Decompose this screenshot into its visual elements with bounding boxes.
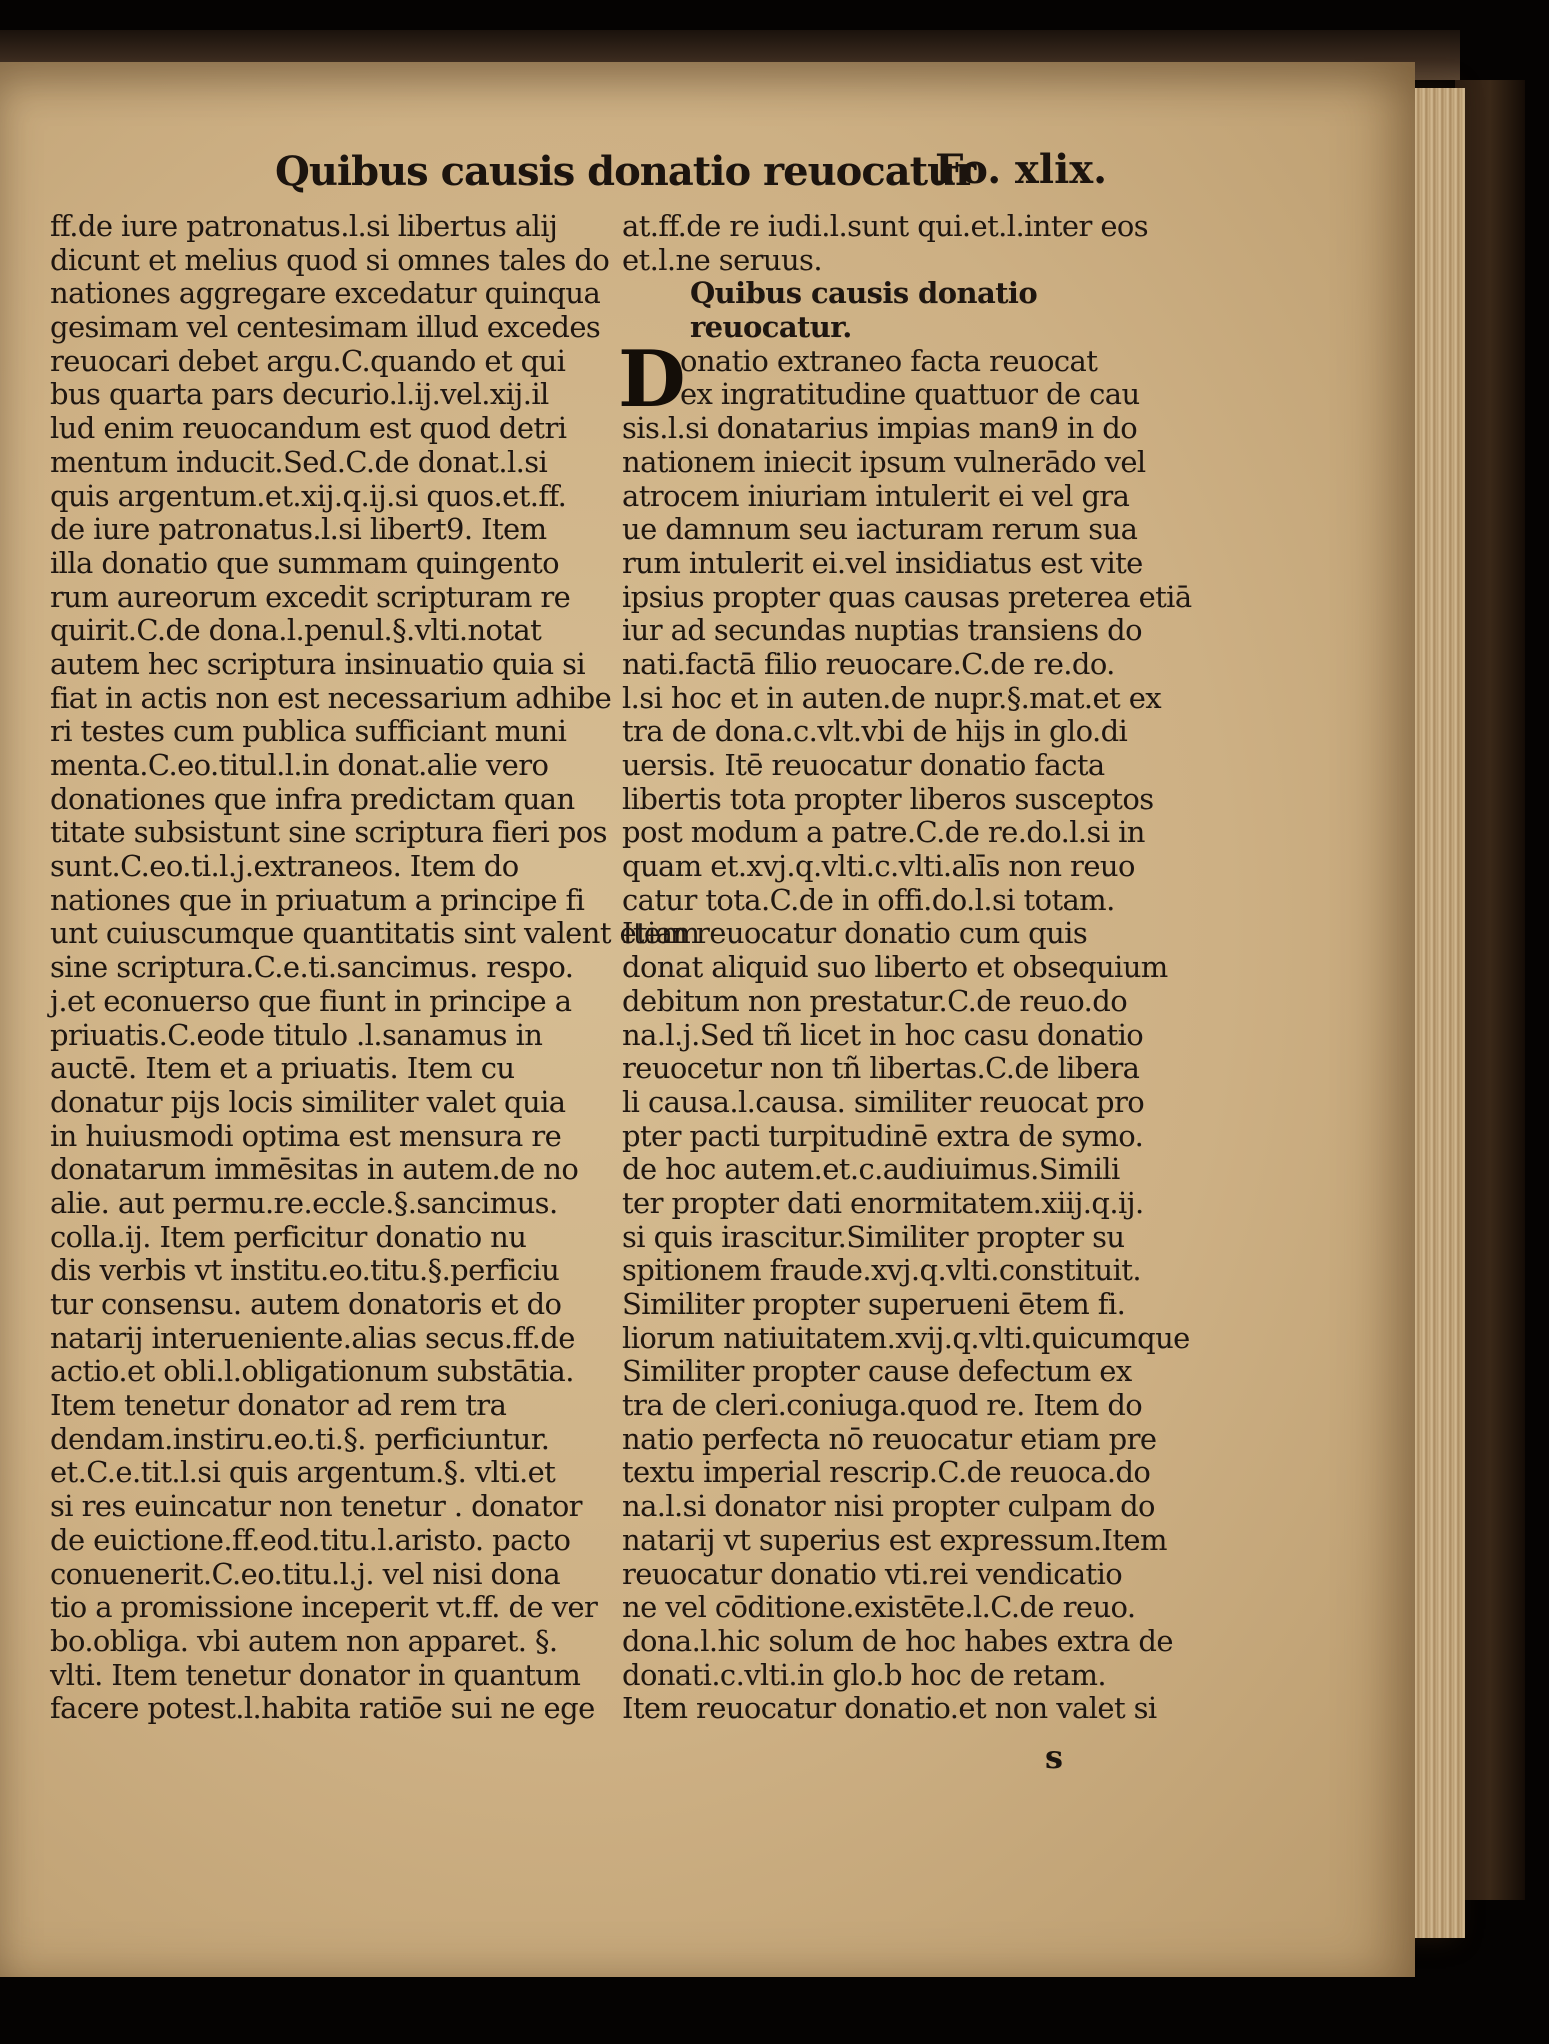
text-line: tra de cleri.coniuga.quod re. Item do — [622, 1388, 1143, 1423]
text-line: bo.obliga. vbi autem non apparet. §. — [50, 1623, 558, 1658]
text-line: donati.c.vlti.in glo.b hoc de retam. — [622, 1657, 1106, 1692]
text-line: quam et.xvj.q.vlti.c.vlti.alīs non reuo — [622, 849, 1135, 884]
text-line: liorum natiuitatem.xvij.q.vlti.quicumque — [622, 1320, 1190, 1355]
book-cover-edge — [1455, 80, 1525, 1900]
text-line: titate subsistunt sine scriptura fieri pos — [50, 815, 607, 850]
text-line: ne vel cōditione.existēte.l.C.de reuo. — [622, 1590, 1136, 1625]
text-line: rum aureorum excedit scripturam re — [50, 579, 571, 614]
text-line: sis.l.si donatarius impias man9 in do — [622, 411, 1138, 446]
text-line: tur consensu. autem donatoris et do — [50, 1287, 562, 1321]
rubric-line: reuocatur. — [690, 310, 852, 345]
text-line: actio.et obli.l.obligationum substātia. — [50, 1354, 574, 1389]
text-line: na.l.si donator nisi propter culpam do — [622, 1489, 1155, 1524]
text-line: facere potest.l.habita ratiōe sui ne ege — [50, 1691, 595, 1726]
text-line: colla.ij. Item perficitur donatio nu — [50, 1219, 527, 1254]
text-line: lud enim reuocandum est quod detri — [50, 411, 567, 446]
section-body — [618, 333, 1192, 1726]
right-text-column — [618, 209, 1192, 1726]
text-line: atrocem iniuriam intulerit ei vel gra — [622, 478, 1130, 513]
text-line: uersis. Itē reuocatur donatio facta — [622, 748, 1105, 782]
text-line: si res euincatur non tenetur . donator — [50, 1489, 582, 1524]
text-line: et.l.ne seruus. — [622, 242, 822, 277]
text-line: j.et econuerso que fiunt in principe a — [50, 983, 572, 1018]
rubric-line: Quibus causis donatio — [690, 276, 1038, 311]
text-line: Similiter propter superueni ētem fi. — [622, 1287, 1126, 1321]
text-line: nationem iniecit ipsum vulnerādo vel — [622, 444, 1146, 479]
text-line: iur ad secundas nuptias transiens do — [622, 613, 1142, 648]
text-line: quirit.C.de dona.l.penul.§.vlti.notat — [50, 613, 542, 648]
text-line: illa donatio que summam quingento — [50, 545, 560, 580]
text-line: sunt.C.eo.ti.l.j.extraneos. Item do — [50, 849, 519, 884]
drop-cap-initial: D — [618, 333, 686, 425]
text-line: spitionem fraude.xvj.q.vlti.constituit. — [622, 1253, 1141, 1288]
text-line: catur tota.C.de in offi.do.l.si totam. — [622, 882, 1115, 917]
text-line: vlti. Item tenetur donator in quantum — [50, 1657, 581, 1692]
text-line: gesimam vel centesimam illud excedes — [50, 310, 601, 345]
text-line: de iure patronatus.l.si libert9. Item — [50, 512, 547, 547]
text-line: si quis irascitur.Similiter propter su — [622, 1219, 1125, 1254]
text-line: debitum non prestatur.C.de reuo.do — [622, 983, 1128, 1018]
text-line: ue damnum seu iacturam rerum sua — [622, 512, 1138, 547]
text-line: rum intulerit ei.vel insidiatus est vite — [622, 545, 1143, 580]
text-line: bus quarta pars decurio.l.ij.vel.xij.il — [50, 377, 549, 412]
text-line: dona.l.hic solum de hoc habes extra de — [622, 1623, 1173, 1658]
text-line: na.l.j.Sed tñ licet in hoc casu donatio — [622, 1017, 1144, 1052]
text-line: autem hec scriptura insinuatio quia si — [50, 646, 586, 681]
text-line: ter propter dati enormitatem.xiij.q.ij. — [622, 1185, 1144, 1220]
text-line: auctē. Item et a priuatis. Item cu — [50, 1051, 515, 1086]
text-line: ipsius propter quas causas preterea etiā — [622, 579, 1192, 614]
text-line: dicunt et melius quod si omnes tales do — [50, 242, 610, 277]
text-line: nationes aggregare excedatur quinqua — [50, 276, 601, 311]
text-line: li causa.l.causa. similiter reuocat pro — [622, 1084, 1145, 1119]
text-line: quis argentum.et.xij.q.ij.si quos.et.ff. — [50, 478, 567, 513]
text-line: de hoc autem.et.c.audiuimus.Simili — [622, 1152, 1120, 1187]
text-line: donat aliquid suo liberto et obsequium — [622, 950, 1168, 985]
text-line: ff.de iure patronatus.l.si libertus alij — [50, 209, 558, 243]
text-line: pter pacti turpitudinē extra de symo. — [622, 1118, 1144, 1153]
text-line: fiat in actis non est necessarium adhibe — [50, 680, 612, 715]
section-rubric — [622, 277, 1182, 344]
text-line: donatur pijs locis similiter valet quia — [50, 1084, 566, 1119]
text-line: et.C.e.tit.l.si quis argentum.§. vlti.et — [50, 1455, 556, 1490]
text-line: reuocetur non tñ libertas.C.de libera — [622, 1051, 1140, 1086]
text-line: textu imperial rescrip.C.de reuoca.do — [622, 1455, 1151, 1490]
left-text-column — [50, 209, 700, 1726]
text-line: mentum inducit.Sed.C.de donat.l.si — [50, 444, 548, 479]
text-line: Item reuocatur donatio.et non valet si — [622, 1691, 1157, 1726]
text-line: sine scriptura.C.e.ti.sancimus. respo. — [50, 950, 574, 985]
text-line: tra de dona.c.vlt.vbi de hijs in glo.di — [622, 714, 1128, 749]
text-line: nationes que in priuatum a principe fi — [50, 882, 585, 917]
text-line: donatarum immēsitas in autem.de no — [50, 1152, 579, 1187]
text-line: post modum a patre.C.de re.do.l.si in — [622, 815, 1145, 850]
text-line: natio perfecta nō reuocatur etiam pre — [622, 1421, 1157, 1456]
text-line: unt cuiuscumque quantitatis sint valent etiam — [50, 916, 700, 951]
text-line: natarij interueniente.alias secus.ff.de — [50, 1320, 575, 1355]
text-line: priuatis.C.eode titulo .l.sanamus in — [50, 1017, 543, 1052]
text-line: reuocari debet argu.C.quando et qui — [50, 343, 566, 378]
text-line: libertis tota propter liberos susceptos — [622, 781, 1154, 816]
text-line: alie. aut permu.re.eccle.§.sancimus. — [50, 1185, 558, 1220]
text-line: in huiusmodi optima est mensura re — [50, 1118, 562, 1153]
text-line: natarij vt superius est expressum.Item — [622, 1522, 1167, 1557]
text-line: dis verbis vt institu.eo.titu.§.perficiu — [50, 1253, 560, 1288]
text-line: l.si hoc et in auten.de nupr.§.mat.et ex — [622, 680, 1162, 715]
text-line: dendam.instiru.eo.ti.§. perficiuntur. — [50, 1421, 550, 1456]
text-line: tio a promissione inceperit vt.ff. de ver — [50, 1590, 598, 1625]
text-line: Item tenetur donator ad rem tra — [50, 1388, 507, 1423]
text-line: nati.factā filio reuocare.C.de re.do. — [622, 646, 1115, 681]
text-line: de euictione.ff.eod.titu.l.aristo. pacto — [50, 1522, 571, 1557]
text-line: ri testes cum publica sufficiant muni — [50, 714, 567, 749]
text-line: menta.C.eo.titul.l.in donat.alie vero — [50, 748, 549, 782]
signature-mark: s — [1045, 1738, 1064, 1776]
text-line: onatio extraneo facta reuocat — [680, 343, 1098, 378]
text-line: at.ff.de re iudi.l.sunt qui.et.l.inter eos — [622, 209, 1149, 243]
text-line: conuenerit.C.eo.titu.l.j. vel nisi dona — [50, 1556, 561, 1591]
folio-number: Fo. xlix. — [935, 146, 1108, 193]
text-line: Similiter propter cause defectum ex — [622, 1354, 1132, 1389]
running-head-title: Quibus causis donatio reuocatur — [275, 148, 976, 195]
text-line: ex ingratitudine quattuor de cau — [680, 377, 1140, 412]
text-line: reuocatur donatio vti.rei vendicatio — [622, 1556, 1123, 1591]
text-line: Item reuocatur donatio cum quis — [622, 916, 1088, 951]
text-line: donationes que infra predictam quan — [50, 781, 575, 816]
